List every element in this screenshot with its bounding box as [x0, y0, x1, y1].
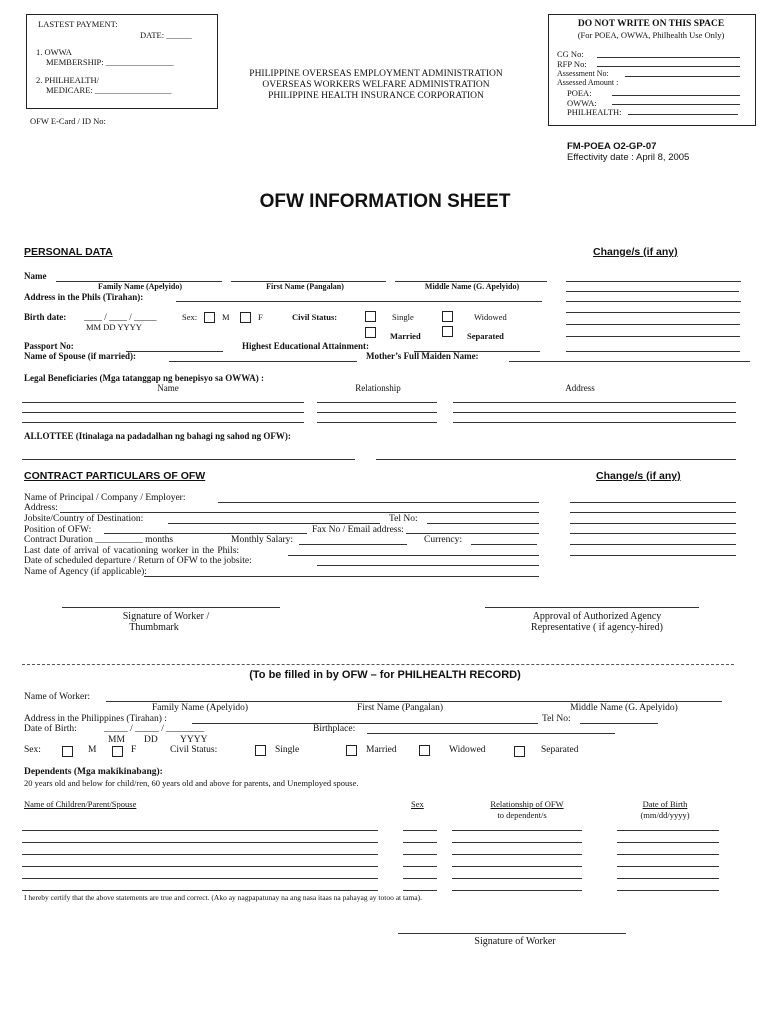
agency-philhealth: PHILIPPINE HEALTH INSURANCE CORPORATION: [268, 91, 484, 101]
contract-changes-heading: Change/s (if any): [596, 470, 681, 482]
fax-label: Fax No / Email address:: [312, 525, 404, 535]
dependent-sex-line[interactable]: [403, 890, 437, 891]
worker-thumbmark-label: Thumbmark: [129, 622, 179, 633]
contract-change-1[interactable]: [570, 502, 736, 503]
beneficiary-name-line-3[interactable]: [22, 422, 304, 423]
education-label: Highest Educational Attainment:: [242, 341, 370, 351]
dob-yyyy: YYYY: [180, 735, 208, 745]
ph-address-label: Address in the Philippines (Tirahan) :: [24, 714, 167, 724]
sex-f-label: F: [258, 312, 263, 322]
ph-sex-f-checkbox[interactable]: [112, 746, 123, 757]
contract-change-2[interactable]: [570, 512, 736, 513]
contract-address-line[interactable]: [60, 512, 539, 513]
beneficiary-name-line-2[interactable]: [22, 412, 304, 413]
philhealth-line[interactable]: [628, 114, 738, 115]
final-signature-line[interactable]: [398, 933, 626, 934]
rfp-no-line[interactable]: [597, 66, 740, 67]
birth-date-label: Birth date:: [24, 312, 67, 322]
dep-col-relationship: Relationship of OFW: [490, 799, 564, 809]
currency-line[interactable]: [471, 544, 537, 545]
passport-line[interactable]: [126, 351, 223, 352]
office-use-title: DO NOT WRITE ON THIS SPACE: [577, 19, 725, 29]
principal-line[interactable]: [218, 502, 539, 503]
ben-col-address: Address: [565, 383, 595, 393]
sex-f-checkbox[interactable]: [240, 312, 251, 323]
agency-poea: PHILIPPINE OVERSEAS EMPLOYMENT ADMINISTRATION: [249, 69, 503, 79]
certification-text: I hereby certify that the above statements are true and correct. (Ako ay nagpapatunay na ang nasa itaas na pahayag ay totoo at tama).: [24, 893, 422, 902]
allottee-line-2[interactable]: [376, 459, 736, 460]
form-code: FM-POEA O2-GP-07: [567, 141, 657, 152]
jobsite-line[interactable]: [168, 523, 380, 524]
middle-name-line[interactable]: [395, 281, 547, 282]
ph-widowed-label: Widowed: [449, 745, 486, 755]
birthplace-label: Birthplace:: [313, 724, 356, 734]
beneficiary-address-line-3[interactable]: [453, 422, 736, 423]
dependent-relationship-line[interactable]: [452, 842, 582, 843]
ph-separated-label: Separated: [541, 745, 579, 755]
separated-checkbox[interactable]: [442, 326, 453, 337]
owwa-line[interactable]: [612, 104, 740, 105]
contract-change-5[interactable]: [570, 544, 736, 545]
dob-dd: DD: [144, 735, 158, 745]
beneficiary-rel-line-1[interactable]: [317, 402, 437, 403]
position-label: Position of OFW:: [24, 525, 92, 535]
dependent-sex-line[interactable]: [403, 878, 437, 879]
effectivity-date: Effectivity date : April 8, 2005: [567, 152, 690, 163]
beneficiary-name-line-1[interactable]: [22, 402, 304, 403]
beneficiaries-label: Legal Beneficiaries (Mga tatanggap ng benepisyo sa OWWA) :: [24, 373, 264, 383]
assessed-amount-label: Assessed Amount :: [557, 78, 619, 87]
dependent-sex-line[interactable]: [403, 854, 437, 855]
philhealth-label: 2. PHILHEALTH/: [36, 75, 99, 85]
dob-label: Date of Birth:: [24, 724, 77, 734]
agency-line[interactable]: [144, 576, 539, 577]
philhealth-amount-label: PHILHEALTH:: [567, 107, 622, 117]
duration-field[interactable]: Contract Duration __________ months: [24, 535, 174, 545]
first-name-line[interactable]: [231, 281, 386, 282]
ph-middle-name-caption: Middle Name (G. Apelyido): [570, 703, 678, 713]
worker-name-line[interactable]: [106, 701, 722, 702]
middle-name-caption: Middle Name (G. Apelyido): [424, 282, 520, 291]
ph-address-line[interactable]: [192, 723, 538, 724]
change-line-2[interactable]: [566, 291, 739, 292]
cg-no-label: CG No:: [557, 49, 584, 59]
spouse-label: Name of Spouse (if married):: [24, 351, 136, 361]
contract-heading: CONTRACT PARTICULARS OF OFW: [24, 470, 206, 482]
salary-label: Monthly Salary:: [231, 535, 294, 545]
assessment-no-line[interactable]: [625, 76, 740, 77]
agency-label: Name of Agency (if applicable):: [24, 567, 147, 577]
ph-married-label: Married: [366, 745, 397, 755]
currency-label: Currency:: [424, 535, 462, 545]
salary-line[interactable]: [299, 544, 407, 545]
mother-line[interactable]: [509, 361, 750, 362]
owwa-amount-label: OWWA:: [567, 98, 597, 108]
dependents-note: 20 years old and below for child/ren, 60 years old and above for parents, and Unemployed spouse.: [24, 778, 359, 788]
sex-m-checkbox[interactable]: [204, 312, 215, 323]
final-signature-label: Signature of Worker: [474, 936, 556, 947]
principal-label: Name of Principal / Company / Employer:: [24, 493, 186, 503]
dep-col-name: Name of Children/Parent/Spouse: [24, 799, 137, 809]
dependent-dob-line[interactable]: [617, 890, 719, 891]
widowed-label: Widowed: [474, 312, 507, 322]
agency-owwa: OVERSEAS WORKERS WELFARE ADMINISTRATION: [262, 80, 490, 90]
contract-change-6[interactable]: [570, 555, 736, 556]
poea-amount-label: POEA:: [567, 88, 592, 98]
first-name-caption: First Name (Pangalan): [266, 282, 344, 291]
change-line-7[interactable]: [566, 351, 740, 352]
rfp-no-label: RFP No:: [557, 59, 587, 69]
ph-single-checkbox[interactable]: [255, 745, 266, 756]
fax-line[interactable]: [406, 533, 539, 534]
ph-married-checkbox[interactable]: [346, 745, 357, 756]
personal-changes-heading: Change/s (if any): [593, 246, 678, 258]
dep-col-relationship-sub: to dependent/s: [497, 810, 547, 820]
address-label: Address in the Phils (Tirahan):: [24, 292, 144, 302]
dependent-name-line[interactable]: [22, 854, 378, 855]
contract-tel-line[interactable]: [427, 523, 539, 524]
ph-widowed-checkbox[interactable]: [419, 745, 430, 756]
arrival-line[interactable]: [288, 555, 539, 556]
contract-change-4[interactable]: [570, 533, 736, 534]
dependent-relationship-line[interactable]: [452, 854, 582, 855]
owwa-membership-field[interactable]: MEMBERSHIP: ________________: [46, 57, 174, 67]
change-line-1[interactable]: [566, 281, 741, 282]
owwa-label: 1. OWWA: [36, 47, 72, 57]
agency-representative-label: Representative ( if agency-hired): [531, 622, 663, 633]
dep-col-dob: Date of Birth: [642, 799, 688, 809]
ph-separated-checkbox[interactable]: [514, 746, 525, 757]
name-label: Name: [24, 271, 47, 281]
dependent-sex-line[interactable]: [403, 830, 437, 831]
ph-civil-status-label: Civil Status:: [170, 745, 218, 755]
change-line-6[interactable]: [566, 336, 740, 337]
single-label: Single: [392, 312, 414, 322]
assessment-no-label: Assessment No:: [557, 69, 609, 78]
civil-status-label: Civil Status:: [292, 312, 338, 322]
agency-signature-line[interactable]: [485, 607, 699, 608]
sex-label: Sex:: [182, 312, 198, 322]
dependent-sex-line[interactable]: [403, 866, 437, 867]
ph-sex-m-checkbox[interactable]: [62, 746, 73, 757]
dependent-dob-line[interactable]: [617, 830, 719, 831]
ecard-label: OFW E-Card / ID No:: [30, 116, 106, 126]
poea-line[interactable]: [612, 95, 740, 96]
family-name-line[interactable]: [56, 281, 222, 282]
position-line[interactable]: [104, 533, 307, 534]
dependent-sex-line[interactable]: [403, 842, 437, 843]
dependent-name-line[interactable]: [22, 842, 378, 843]
sex-m-label: M: [222, 312, 230, 322]
office-use-subtitle: (For POEA, OWWA, Philhealth Use Only): [577, 30, 725, 40]
ph-sex-label: Sex:: [24, 745, 41, 755]
passport-label: Passport No:: [24, 341, 74, 351]
payment-date-field[interactable]: DATE: ______: [140, 30, 192, 40]
arrival-label: Last date of arrival of vacationing worker in the Phils:: [24, 546, 240, 556]
address-line[interactable]: [176, 301, 542, 302]
dependents-heading: Dependents (Mga makikinabang):: [24, 767, 163, 777]
widowed-checkbox[interactable]: [442, 311, 453, 322]
family-name-caption: Family Name (Apelyido): [98, 282, 182, 291]
beneficiary-address-line-2[interactable]: [453, 412, 736, 413]
worker-signature-line[interactable]: [62, 607, 280, 608]
ph-family-name-caption: Family Name (Apelyido): [151, 703, 249, 713]
contract-tel-label: Tel No:: [389, 514, 418, 524]
ph-single-label: Single: [275, 745, 300, 755]
birth-date-field[interactable]: ____ / ____ / _____: [84, 312, 157, 322]
spouse-line[interactable]: [169, 361, 357, 362]
dependent-dob-line[interactable]: [617, 842, 719, 843]
change-line-5[interactable]: [566, 324, 740, 325]
ph-tel-line[interactable]: [580, 723, 658, 724]
dependent-relationship-line[interactable]: [452, 830, 582, 831]
education-line[interactable]: [414, 351, 540, 352]
cut-line: [22, 664, 734, 665]
mother-label: Mother’s Full Maiden Name:: [366, 351, 479, 361]
medicare-field[interactable]: MEDICARE: __________________: [46, 85, 172, 95]
change-line-3[interactable]: [566, 301, 741, 302]
dependent-name-line[interactable]: [22, 866, 378, 867]
birth-date-format: MM DD YYYY: [86, 322, 142, 332]
change-line-4[interactable]: [566, 312, 740, 313]
ph-sex-m-label: M: [88, 745, 97, 755]
dependent-dob-line[interactable]: [617, 866, 719, 867]
dependent-relationship-line[interactable]: [452, 866, 582, 867]
dep-col-sex: Sex: [411, 799, 424, 809]
dob-field[interactable]: _____ / _____ / ________: [104, 724, 205, 734]
birthplace-line[interactable]: [367, 733, 615, 734]
departure-label: Date of scheduled departure / Return of OFW to the jobsite:: [24, 556, 252, 566]
beneficiary-rel-line-2[interactable]: [317, 412, 437, 413]
married-checkbox[interactable]: [365, 327, 376, 338]
allottee-line-1[interactable]: [22, 459, 355, 460]
agency-approval-label: Approval of Authorized Agency: [532, 611, 662, 622]
ph-first-name-caption: First Name (Pangalan): [356, 703, 444, 713]
departure-line[interactable]: [317, 565, 539, 566]
dependent-dob-line[interactable]: [617, 878, 719, 879]
contract-address-label: Address:: [24, 503, 58, 513]
ben-col-relationship: Relationship: [355, 383, 401, 393]
beneficiary-address-line-1[interactable]: [453, 402, 736, 403]
separated-label: Separated: [467, 331, 504, 341]
latest-payment-label: LASTEST PAYMENT:: [38, 19, 118, 29]
allottee-label: ALLOTTEE (Itinalaga na padadalhan ng bahagi ng sahod ng OFW):: [24, 431, 291, 441]
ph-tel-label: Tel No:: [542, 714, 571, 724]
worker-name-label: Name of Worker:: [24, 692, 91, 702]
jobsite-label: Jobsite/Country of Destination:: [24, 514, 144, 524]
dep-col-dob-sub: (mm/dd/yyyy): [640, 810, 690, 820]
worker-signature-label: Signature of Worker /: [122, 611, 210, 622]
dependent-dob-line[interactable]: [617, 854, 719, 855]
beneficiary-rel-line-3[interactable]: [317, 422, 437, 423]
page-title: OFW INFORMATION SHEET: [259, 191, 511, 212]
contract-change-3[interactable]: [570, 523, 736, 524]
personal-data-heading: PERSONAL DATA: [24, 246, 113, 258]
dependent-name-line[interactable]: [22, 830, 378, 831]
philhealth-heading: (To be filled in by OFW – for PHILHEALTH RECORD): [249, 669, 521, 681]
single-checkbox[interactable]: [365, 311, 376, 322]
dependent-name-line[interactable]: [22, 878, 378, 879]
dependent-relationship-line[interactable]: [452, 878, 582, 879]
married-label: Married: [390, 331, 421, 341]
dob-mm: MM: [108, 735, 125, 745]
ben-col-name: Name: [157, 383, 179, 393]
ph-sex-f-label: F: [131, 745, 137, 755]
dependent-name-line[interactable]: [22, 890, 378, 891]
cg-no-line[interactable]: [597, 57, 740, 58]
dependent-relationship-line[interactable]: [452, 890, 582, 891]
